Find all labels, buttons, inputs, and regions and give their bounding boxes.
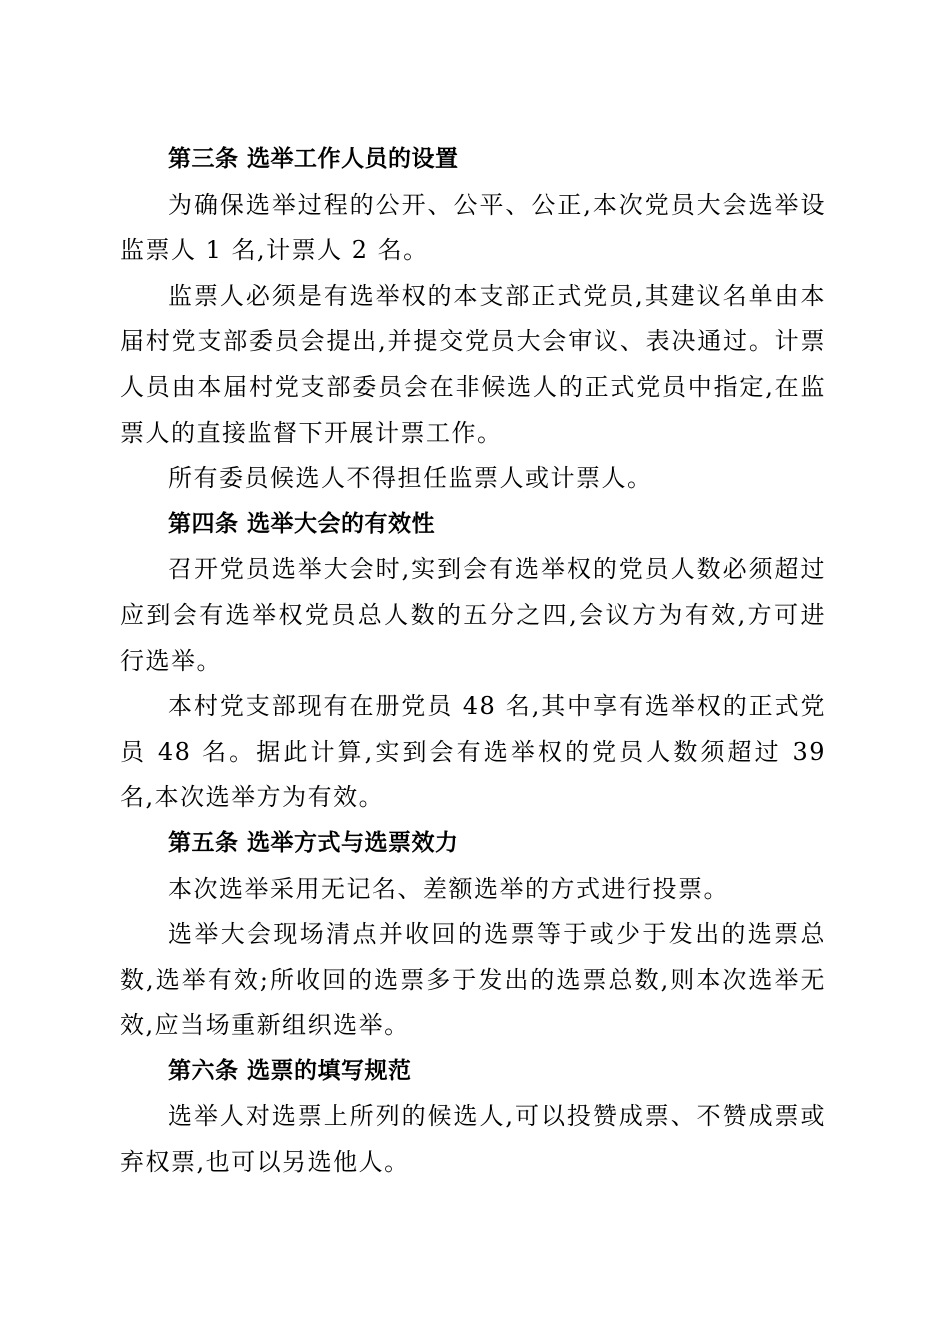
article-5-paragraph-1: 本次选举采用无记名、差额选举的方式进行投票。 — [168, 874, 729, 903]
article-3-paragraph-3: 所有委员候选人不得担任监票人或计票人。 — [168, 464, 653, 493]
article-3-paragraph-2: 监票人必须是有选举权的本支部正式党员,其建议名单由本届村党支部委员会提出,并提交党员大会审议、表决通过。计票人员由本届村党支部委员会在非候选人的正式党员中指定,在监票人的直接监督下开展计票工作。 — [120, 281, 826, 447]
article-6-paragraph-1: 选举人对选票上所列的候选人,可以投赞成票、不赞成票或弃权票,也可以另选他人。 — [120, 1102, 826, 1177]
article-4-paragraph-2: 本村党支部现有在册党员 48 名,其中享有选举权的正式党员 48 名。据此计算,实到会有选举权的党员人数须超过 39 名,本次选举方为有效。 — [120, 692, 826, 812]
article-4-paragraph-1: 召开党员选举大会时,实到会有选举权的党员人数必须超过应到会有选举权党员总人数的五分之四,会议方为有效,方可进行选举。 — [120, 555, 826, 675]
article-6-heading: 第六条 选票的填写规范 — [168, 1057, 412, 1084]
article-5-heading: 第五条 选举方式与选票效力 — [168, 829, 459, 856]
article-3-paragraph-1: 为确保选举过程的公开、公平、公正,本次党员大会选举设监票人 1 名,计票人 2 名。 — [120, 190, 826, 265]
article-5-paragraph-2: 选举大会现场清点并收回的选票等于或少于发出的选票总数,选举有效;所收回的选票多于发出的选票总数,则本次选举无效,应当场重新组织选举。 — [120, 920, 826, 1040]
document-body — [120, 137, 826, 1186]
article-4-heading: 第四条 选举大会的有效性 — [168, 510, 436, 537]
article-3-heading: 第三条 选举工作人员的设置 — [168, 146, 459, 172]
